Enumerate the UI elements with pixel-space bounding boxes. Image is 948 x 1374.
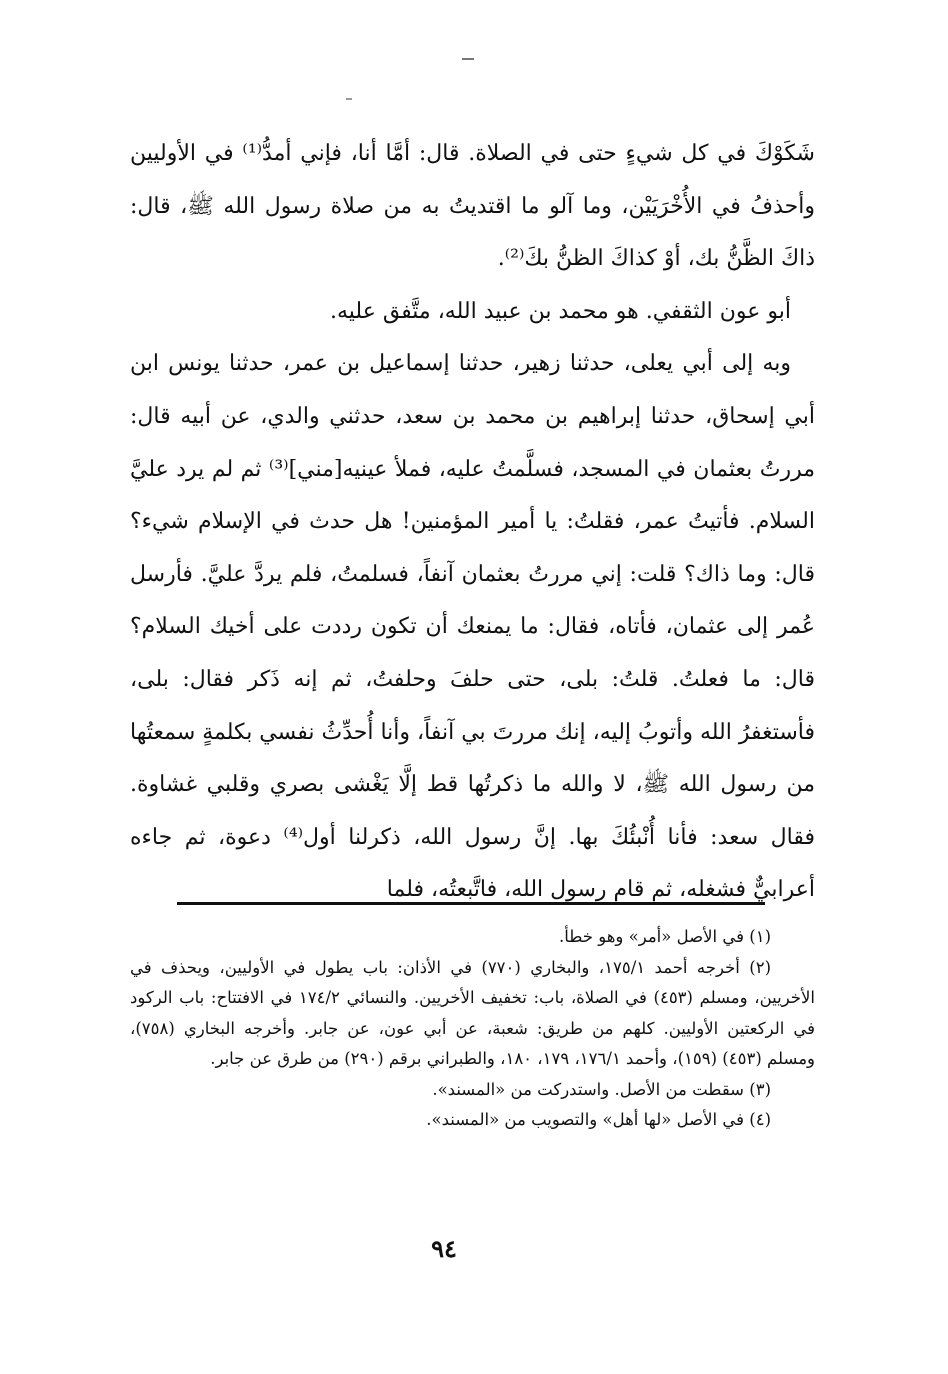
footnote: (٣) سقطت من الأصل. واستدركت من «المسند».: [432, 1079, 771, 1099]
paragraph: شَكَوْكَ في كل شيءٍ حتى في الصلاة. قال: أمَّا أنا، فإني أمدُّ⁽¹⁾ في الأوليين وأحذفُ في الأُخْرَيَيْن، وما آلو ما اقتديتُ به من صلاة رسول الله ﷺ، قال: ذاكَ الظَّنُّ بك، أوْ كذاكَ الظنُّ بكَ⁽²⁾.: [130, 141, 815, 272]
top-mark-small: [346, 98, 352, 100]
page-number: ٩٤: [431, 1234, 457, 1263]
paragraph: وبه إلى أبي يعلى، حدثنا زهير، حدثنا إسماعيل بن عمر، حدثنا يونس ابن أبي إسحاق، حدثنا إبراهيم بن محمد بن سعد، حدثني والدي، عن أبيه قال: مررتُ بعثمان في المسجد، فسلَّمتُ عليه، فملأ عينيه[مني]⁽³⁾ ثم لم يرد عليَّ السلام. فأتيتُ عمر، فقلتُ: يا أمير المؤمنين! هل حدث في الإسلام شيء؟ قال: وما ذاك؟ قلت: إني مررتُ بعثمان آنفاً، فسلمتُ، فلم يردَّ عليَّ. فأرسل عُمر إلى عثمان، فأتاه، فقال: ما يمنعك أن تكون رددت على أخيك السلام؟ قال: ما فعلتُ. قلتُ: بلى، حتى حلفَ وحلفتُ، ثم إنه ذَكر فقال: بلى، فأستغفرُ الله وأتوبُ إليه، إنك مررتَ بي آنفاً، وأنا أُحدِّثُ نفسي بكلمةٍ سمعتُها من رسول الله ﷺ، لا والله ما ذكرتُها قط إلَّا يَغْشى بصري وقلبي غشاوة. فقال سعد: فأنا أُنْبئُكَ بها. إنَّ رسول الله، ذكرلنا أول⁽⁴⁾ دعوة، ثم جاءه أعرابيٌّ فشغله، ثم قام رسول الله، فاتَّبعتُه، فلما: [130, 351, 815, 903]
footnote: (٤) في الأصل «لها أهل» والتصويب من «المسند».: [426, 1110, 771, 1129]
footnote: (٢) أخرجه أحمد ١٧٥/١، والبخاري (٧٧٠) في الأذان: باب يطول في الأوليين، ويحذف في الأخريين، ومسلم (٤٥٣) في الصلاة، باب: تخفيف الأخريين. والنسائي ١٧٤/٢ في الافتتاح: باب الركود في الركعتين الأوليين. كلهم من طريق: شعبة، عن أبي عون، عن جابر. وأخرجه البخاري (٧٥٨)، ومسلم (٤٥٣) (١٥٩)، وأحمد ١٧٦/١، ١٧٩، ١٨٠، والطبراني برقم (٢٩٠) من طرق عن جابر.: [130, 957, 816, 1068]
top-mark: [462, 58, 474, 60]
footnotes: [130, 922, 815, 1136]
main-text: [130, 128, 815, 917]
footnote-divider: [177, 902, 765, 905]
paragraph: أبو عون الثقفي. هو محمد بن عبيد الله، متَّفق عليه.: [329, 298, 791, 324]
footnote: (١) في الأصل «أمر» وهو خطأ.: [558, 927, 771, 946]
